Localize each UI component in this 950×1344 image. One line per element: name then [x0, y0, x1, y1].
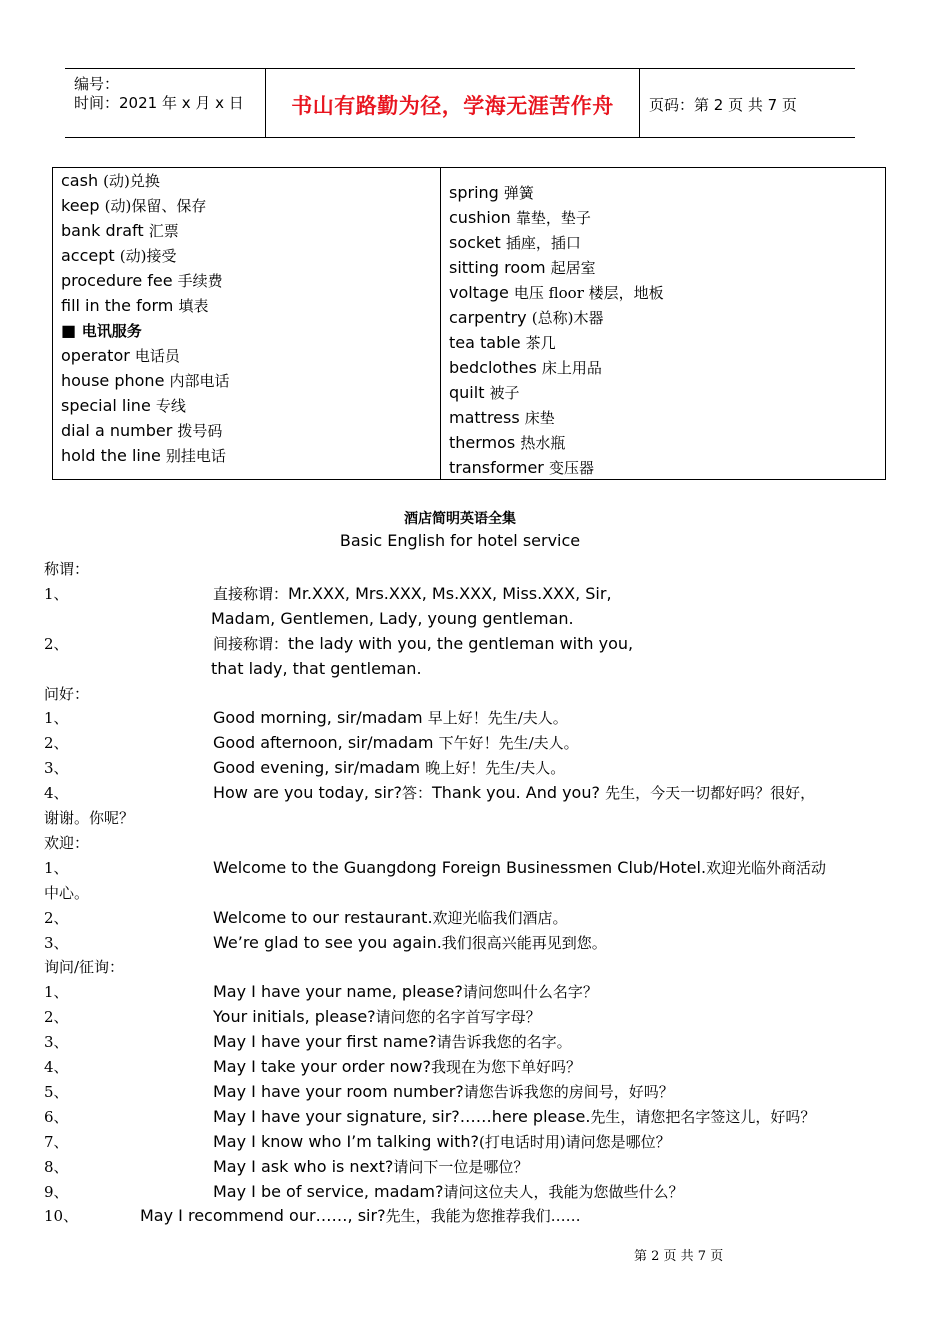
chinese-text: 欢迎光临我们酒店。: [432, 908, 568, 927]
vocab-english: special line: [61, 396, 156, 415]
vocab-english: socket: [449, 233, 506, 252]
vocab-english: keep: [61, 196, 105, 215]
english-text: Welcome to the Guangdong Foreign Businessmen Club/Hotel.: [213, 857, 707, 877]
line-number: 问好：: [44, 684, 90, 703]
line-number: 2、: [44, 1008, 69, 1027]
vocab-chinese: 起居室: [550, 259, 596, 277]
line-number: 4、: [44, 784, 69, 803]
vocab-row: [449, 280, 664, 305]
line-content: [213, 905, 568, 930]
vocab-chinese: (动)接受: [119, 247, 177, 265]
chinese-text: 先生，我能为您推荐我们……: [385, 1207, 581, 1226]
line-number: 1、: [44, 983, 69, 1002]
chinese-text: 早上好！先生/夫人。: [427, 709, 568, 728]
vocab-english: quilt: [449, 383, 490, 402]
vocab-chinese: 拨号码: [177, 422, 223, 440]
chinese-text: 请您告诉我您的房间号，好吗？: [463, 1082, 674, 1101]
vocab-row: [449, 205, 591, 230]
vocab-chinese: (动)兑换: [103, 172, 160, 190]
vocab-english: hold the line: [61, 446, 166, 465]
vocab-row: [61, 418, 222, 443]
vocab-chinese: 插座，插口: [505, 234, 581, 252]
english-text: May I have your room number?: [213, 1081, 464, 1101]
line-content: [213, 1079, 674, 1104]
line-content: [213, 581, 612, 606]
vocab-row: [61, 318, 142, 343]
header-page-cell: [639, 69, 855, 137]
vocab-row: [61, 193, 206, 218]
vocab-row: [449, 430, 565, 455]
vocab-chinese: 汇票: [148, 222, 179, 240]
motto-text: 书山有路勤为径，学海无涯苦作舟: [291, 94, 614, 118]
vocab-english: fill in the form: [61, 296, 179, 315]
page-footer: 第 2 页 共 7 页: [634, 1249, 724, 1264]
vocab-english: house phone: [61, 371, 170, 390]
line-number: 3、: [44, 759, 69, 778]
vocab-english: carpentry: [449, 308, 532, 327]
line-number: 7、: [44, 1132, 69, 1151]
english-text: May I know who I’m talking with?: [213, 1131, 479, 1151]
vocab-row: [61, 218, 179, 243]
line-content: [213, 1179, 684, 1204]
line-content: [213, 1029, 572, 1054]
vocab-row: [449, 180, 534, 205]
english-text: May I have your first name?: [213, 1032, 437, 1052]
vocab-section-heading: 电讯服务: [81, 322, 142, 340]
document-title: 酒店简明英语全集: [404, 511, 516, 527]
vocab-english: cash: [61, 171, 104, 190]
chinese-text: 我们很高兴能再见到您。: [441, 933, 607, 952]
english-text: May I be of service, madam?: [213, 1181, 444, 1201]
chinese-text: 先生，请您把名字签这儿，好吗？: [590, 1107, 816, 1126]
vocab-english: procedure fee: [61, 271, 178, 290]
line-number: 1、: [44, 858, 69, 877]
line-content: [213, 855, 826, 880]
vocab-english: transformer: [449, 458, 549, 477]
vocab-english: mattress: [449, 408, 525, 427]
line-number: 1、: [44, 709, 69, 728]
vocab-row: [449, 330, 556, 355]
page-header: [65, 68, 855, 138]
line-content: [213, 1154, 528, 1179]
line-content: [213, 705, 568, 730]
english-text: May I take your order now?: [213, 1057, 431, 1076]
line-content: [213, 1054, 581, 1079]
line-content: [213, 730, 579, 755]
vocab-chinese: 被子: [489, 384, 520, 402]
line-number: 称谓：: [44, 560, 90, 578]
vocab-row: [61, 343, 180, 368]
line-number: 6、: [44, 1107, 69, 1126]
line-number: 欢迎：: [44, 833, 90, 852]
english-text: Welcome to our restaurant.: [213, 907, 433, 927]
vocab-row: [449, 405, 555, 430]
vocab-row: [449, 455, 594, 480]
vocab-row: [61, 168, 160, 193]
vocab-row: [449, 230, 581, 255]
line-content: [140, 1203, 581, 1228]
vocab-row: [61, 293, 208, 318]
vocab-english: spring: [449, 183, 504, 202]
english-text: Good morning, sir/madam: [213, 708, 428, 728]
chinese-text: (打电话时用)请问您是哪位？: [478, 1132, 671, 1151]
vocab-english: cushion: [449, 208, 516, 227]
chinese-text: 先生，今天一切都好吗？很好，: [605, 784, 816, 803]
english-text: Mr.XXX, Mrs.XXX, Ms.XXX, Miss.XXX, Sir,: [288, 583, 612, 603]
line-content: [213, 930, 607, 955]
vocab-chinese: 床垫: [524, 409, 555, 427]
vocab-english: sitting room: [449, 258, 551, 277]
line-number: 2、: [44, 634, 69, 653]
line-number: 询问/征询：: [44, 958, 125, 977]
chinese-text: 答：: [401, 784, 432, 803]
number-label: 编号：: [74, 75, 120, 93]
chinese-text: 间接称谓：: [213, 634, 289, 653]
chinese-text: 欢迎光临外商活动: [706, 858, 827, 877]
line-number: 3、: [44, 1033, 69, 1052]
chinese-text: 我现在为您下单好吗？: [431, 1058, 582, 1076]
vocab-english: ■: [61, 321, 82, 340]
line-number: 8、: [44, 1157, 69, 1176]
chinese-text: 请问下一位是哪位？: [393, 1157, 529, 1176]
line-number: 3、: [44, 933, 69, 952]
chinese-text: 请告诉我您的名字。: [436, 1033, 572, 1052]
english-text: Your initials, please?: [213, 1007, 376, 1027]
english-text: that lady, that gentleman.: [211, 658, 422, 678]
english-text: May I have your name, please?: [213, 982, 463, 1002]
chinese-text: 请问您的名字首写字母？: [375, 1008, 541, 1027]
vocab-english: dial a number: [61, 421, 178, 440]
line-number: 2、: [44, 734, 69, 753]
english-text: May I ask who is next?: [213, 1156, 394, 1176]
line-content: [211, 656, 422, 681]
line-number: 谢谢。你呢？: [44, 809, 135, 827]
vocab-chinese: (动)保留、保存: [104, 197, 207, 215]
english-text: Good evening, sir/madam: [213, 758, 426, 778]
vocab-row: [449, 255, 596, 280]
line-number: 1、: [44, 584, 69, 603]
vocabulary-table: [52, 167, 886, 480]
line-content: [213, 755, 565, 780]
vocab-chinese: (总称)木器: [531, 309, 604, 327]
vocab-english: bedclothes: [449, 358, 542, 377]
vocab-row: [61, 368, 230, 393]
line-number: 5、: [44, 1082, 69, 1101]
line-number: 4、: [44, 1058, 69, 1076]
vocab-english: bank draft: [61, 221, 149, 240]
line-content: [213, 1104, 815, 1129]
vocab-chinese: 别挂电话: [165, 447, 226, 465]
vocab-chinese: 靠垫，垫子: [515, 209, 591, 227]
english-text: May I have your signature, sir?……here please.: [213, 1106, 591, 1126]
line-content: [213, 979, 598, 1004]
header-motto-cell: [265, 69, 640, 137]
english-text: Good afternoon, sir/madam: [213, 733, 439, 753]
vocab-row: [61, 393, 186, 418]
line-content: [213, 780, 815, 805]
vocab-row: [61, 268, 223, 293]
line-number: 中心。: [44, 883, 90, 902]
vocab-chinese: 手续费: [177, 272, 223, 290]
vocab-english: thermos: [449, 433, 521, 452]
line-content: [213, 631, 633, 656]
vocab-row: [61, 243, 176, 268]
vocab-english: operator: [61, 346, 135, 365]
vocab-row: [449, 355, 602, 380]
vocab-row: [61, 443, 226, 468]
chinese-text: 晚上好！先生/夫人。: [425, 759, 566, 778]
vocab-chinese: 电话员: [134, 347, 180, 365]
english-text: Thank you. And you?: [431, 783, 606, 803]
line-number: 2、: [44, 908, 69, 927]
chinese-text: 请问您叫什么名字？: [462, 983, 598, 1002]
vocab-chinese: 内部电话: [169, 372, 230, 390]
chinese-text: 直接称谓：: [213, 584, 289, 603]
chinese-text: 下午好！先生/夫人。: [438, 734, 579, 753]
english-text: the lady with you, the gentleman with you,: [288, 633, 634, 653]
line-number: 9、: [44, 1182, 69, 1201]
vocab-chinese: 床上用品: [541, 359, 602, 377]
vocab-chinese: 茶几: [525, 334, 556, 352]
english-text: We’re glad to see you again.: [213, 932, 442, 952]
header-info-cell: [65, 69, 265, 137]
vocab-chinese: 填表: [178, 297, 209, 315]
vocab-english: accept: [61, 246, 120, 265]
vocab-chinese: 热水瓶: [520, 434, 566, 452]
vocab-row: [449, 380, 520, 405]
vocab-chinese: 电压 floor 楼层，地板: [513, 284, 664, 302]
vocab-chinese: 弹簧: [503, 184, 534, 202]
vocab-english: voltage: [449, 283, 514, 302]
line-content: [213, 1129, 671, 1154]
page-number-label: 页码：第 2 页 共 7 页: [649, 96, 797, 114]
vocab-chinese: 变压器: [548, 459, 594, 477]
line-content: [211, 606, 574, 631]
vocab-chinese: 专线: [155, 397, 186, 415]
english-text: How are you today, sir?: [213, 783, 402, 803]
line-number: 10、: [44, 1207, 79, 1226]
table-column-divider: [440, 168, 441, 479]
line-content: [213, 1004, 541, 1029]
document-subtitle: Basic English for hotel service: [339, 531, 581, 550]
chinese-text: 请问这位夫人，我能为您做些什么？: [443, 1182, 684, 1201]
time-label: 时间：2021 年 x 月 x 日: [74, 94, 244, 112]
english-text: Madam, Gentlemen, Lady, young gentleman.: [211, 608, 574, 628]
vocab-row: [449, 305, 603, 330]
english-text: May I recommend our……, sir?: [140, 1206, 386, 1226]
vocab-english: tea table: [449, 333, 526, 352]
